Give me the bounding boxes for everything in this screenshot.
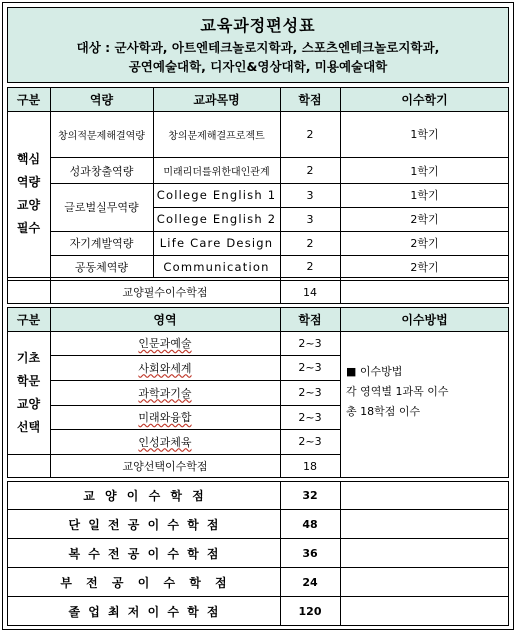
basic-header-category: 구분 <box>16 312 41 327</box>
core-credit-1: 2 <box>306 164 314 177</box>
core-category-label <box>7 111 50 277</box>
basic-subtotal-label: 교양선택이수학점 <box>122 460 208 473</box>
total-label-0: 교 양 이 수 학 점 <box>83 489 204 503</box>
total-value-0: 32 <box>302 489 318 502</box>
basic-area-3 <box>50 405 280 429</box>
core-semester-2: 1학기 <box>410 189 439 202</box>
total-value-3: 24 <box>302 575 318 589</box>
basic-category-char: 학문 <box>16 374 41 388</box>
basic-area-0 <box>50 331 280 355</box>
basic-credit-0: 2~3 <box>298 336 322 350</box>
basic-subtotal-value: 18 <box>303 459 317 473</box>
total-label-3: 부 전 공 이 수 학 점 <box>60 575 227 590</box>
core-credit-5: 2 <box>306 260 314 273</box>
basic-area-1 <box>50 355 280 380</box>
total-value-1: 48 <box>302 517 318 531</box>
method-line-1: 각 영역별 1과목 이수 <box>346 385 449 398</box>
core-semester-0: 1학기 <box>410 128 439 141</box>
core-competency-0: 창의적문제해결역량 <box>58 130 145 142</box>
basic-area-text: 미래와융합 <box>138 411 192 424</box>
basic-category-char: 선택 <box>16 420 41 434</box>
total-value-2: 36 <box>302 546 318 560</box>
core-semester-3: 2학기 <box>410 213 439 226</box>
core-semester-5: 2학기 <box>410 260 439 274</box>
core-credit-4: 2 <box>306 236 314 250</box>
core-competency-1: 성과창출역량 <box>69 164 134 178</box>
core-competency-5: 공동체역량 <box>74 260 129 274</box>
core-category-char: 역량 <box>16 175 41 189</box>
core-semester-4: 2학기 <box>410 237 439 250</box>
basic-credit-3: 2~3 <box>298 410 322 424</box>
basic-area-text: 사회와세계 <box>138 361 192 375</box>
core-header-category: 구분 <box>16 92 41 107</box>
total-value-4: 120 <box>298 604 322 618</box>
core-course-5: Communication <box>163 259 270 274</box>
core-header-semester: 이수학기 <box>401 92 448 107</box>
method-line-2: 총 18학점 이수 <box>346 405 421 418</box>
basic-area-text: 인성과체육 <box>138 435 192 449</box>
total-label-2: 복 수 전 공 이 수 학 점 <box>68 546 219 561</box>
core-credit-0: 2 <box>306 127 314 141</box>
core-course-2: College English 1 <box>156 188 277 202</box>
core-category-char: 핵심 <box>16 152 41 166</box>
basic-area-text: 과학과기술 <box>138 386 192 400</box>
total-label-1: 단 일 전 공 이 수 학 점 <box>68 517 219 532</box>
core-course-1: 미래리더를위한대인관계 <box>163 167 270 178</box>
basic-credit-2: 2~3 <box>298 386 322 399</box>
core-header-competency: 역량 <box>89 92 114 107</box>
core-subtotal-label: 교양필수이수학점 <box>122 286 208 299</box>
basic-header-area: 영역 <box>153 312 177 327</box>
page-title: 교육과정편성표 <box>200 16 316 35</box>
core-course-4: Life Care Design <box>159 236 274 250</box>
basic-category-label <box>7 331 50 455</box>
basic-header-method: 이수방법 <box>401 312 448 327</box>
basic-credit-4: 2~3 <box>298 435 322 448</box>
core-category-char: 필수 <box>16 221 41 235</box>
basic-header-credit: 학점 <box>298 312 322 327</box>
target-line-2: 공연예술대학, 디자인&영상대학, 미용예술대학 <box>128 59 388 74</box>
core-course-3: College English 2 <box>156 212 277 226</box>
core-credit-3: 3 <box>306 212 314 226</box>
core-header-course: 교과목명 <box>193 92 240 107</box>
core-competency-2: 글로벌실무역량 <box>64 201 139 214</box>
total-label-4: 졸 업 최 저 이 수 학 점 <box>68 604 219 619</box>
basic-category-char: 교양 <box>16 397 41 411</box>
basic-area-text: 인문과예술 <box>138 337 192 350</box>
core-credit-2: 3 <box>306 188 314 202</box>
core-category-char: 교양 <box>16 198 41 212</box>
basic-credit-1: 2~3 <box>298 361 322 374</box>
core-competency-4: 자기계발역량 <box>69 237 134 250</box>
target-line-1: 대상 : 군사학과, 아트엔테크놀로지학과, 스포츠엔테크놀로지학과, <box>76 40 440 55</box>
method-note <box>346 362 506 422</box>
core-course-0: 창의문제해결프로젝트 <box>168 130 265 142</box>
core-header-credit: 학점 <box>298 92 322 107</box>
core-subtotal-value: 14 <box>303 285 317 299</box>
core-semester-1: 1학기 <box>410 164 439 178</box>
basic-area-4 <box>50 429 280 454</box>
method-title: ■ 이수방법 <box>346 365 403 378</box>
basic-category-char: 기초 <box>16 351 41 365</box>
basic-area-2 <box>50 380 280 405</box>
